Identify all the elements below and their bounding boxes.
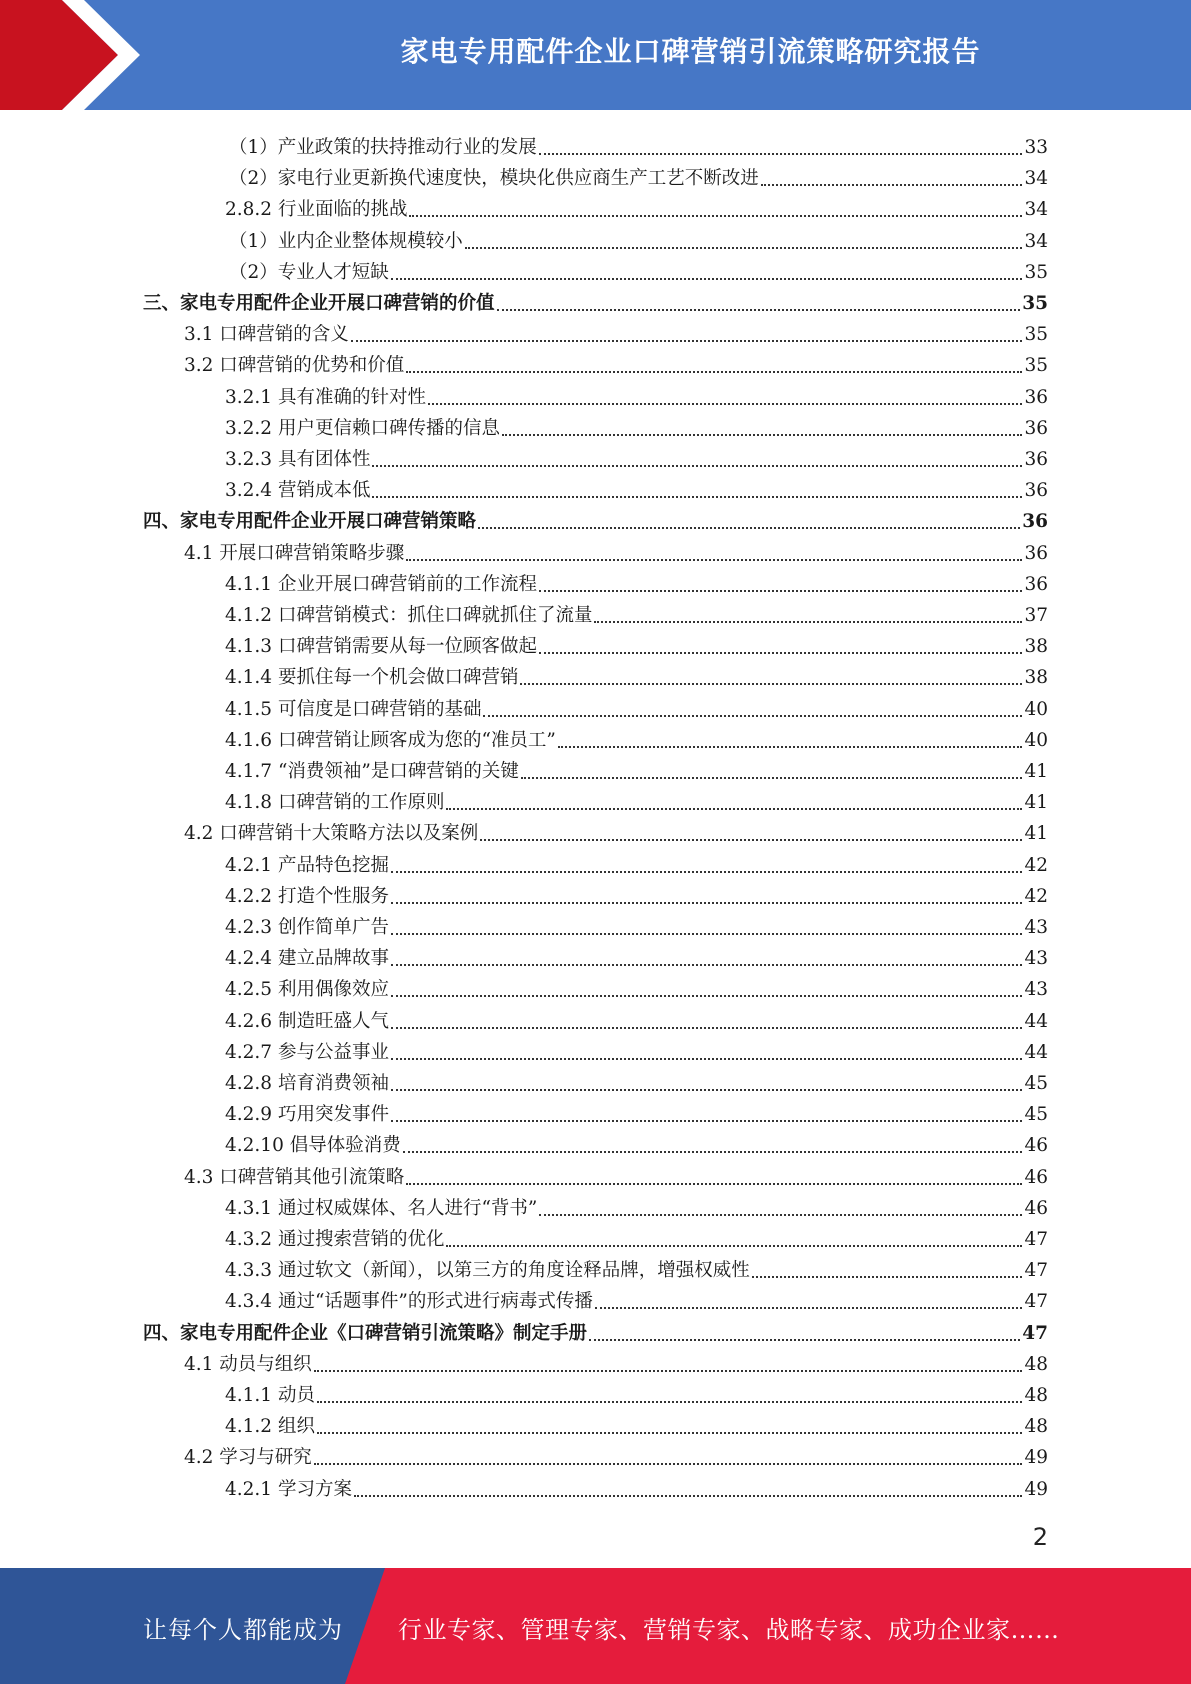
toc-entry[interactable]	[225, 1095, 1048, 1126]
toc-entry[interactable]	[225, 1220, 1048, 1251]
toc-entry-page: 47	[1022, 1322, 1048, 1344]
toc-entry-label: 4.1.1 动员	[225, 1385, 315, 1406]
toc-entry-label: 4.3.2 通过搜索营销的优化	[225, 1229, 445, 1250]
toc-leader-dots	[539, 152, 1023, 155]
toc-entry[interactable]	[225, 378, 1048, 409]
toc-entry-page: 45	[1024, 1104, 1048, 1126]
toc-leader-dots	[406, 558, 1022, 561]
toc-leader-dots	[317, 1431, 1023, 1434]
toc-entry-label: 4.2.2 打造个性服务	[225, 885, 389, 907]
toc-entry-label: 4.1.4 要抓住每一个机会做口碑营销	[225, 667, 519, 689]
toc-entry-label: （2）家电行业更新换代速度快，模块化供应商生产工艺不断改进	[229, 168, 759, 190]
toc-entry-page: 45	[1024, 1073, 1048, 1094]
toc-entry[interactable]	[184, 1158, 1048, 1189]
toc-entry-page: 36	[1022, 511, 1048, 533]
toc-leader-dots	[465, 246, 1023, 249]
toc-leader-dots	[403, 1150, 1023, 1153]
toc-entry-label: 4.3.4 通过“话题事件”的形式进行病毒式传播	[225, 1291, 593, 1313]
toc-leader-dots	[406, 370, 1022, 373]
toc-leader-dots	[391, 870, 1022, 873]
toc-leader-dots	[446, 1244, 1022, 1247]
toc-entry-label: 4.2.9 巧用突发事件	[225, 1104, 389, 1126]
toc-entry-page: 43	[1024, 917, 1048, 938]
toc-entry-label: 4.2.6 制造旺盛人气	[225, 1010, 389, 1032]
toc-entry[interactable]	[225, 658, 1048, 689]
report-title: 家电专用配件企业口碑营销引流策略研究报告	[400, 35, 981, 68]
toc-entry[interactable]	[225, 1282, 1048, 1313]
toc-leader-dots	[351, 339, 1023, 342]
toc-entry-label: 4.3.3 通过软文（新闻），以第三方的角度诠释品牌，增强权威性	[225, 1260, 750, 1282]
toc-leader-dots	[539, 1213, 1022, 1216]
toc-leader-dots	[372, 464, 1022, 467]
toc-entry-page: 46	[1024, 1166, 1048, 1188]
toc-entry-page: 48	[1024, 1353, 1048, 1375]
toc-entry[interactable]	[143, 502, 1048, 533]
toc-entry[interactable]	[225, 1407, 1048, 1438]
toc-entry-label: （2）专业人才短缺	[229, 261, 389, 283]
toc-leader-dots	[483, 714, 1022, 717]
toc-entry-label: 4.2.3 创作简单广告	[225, 917, 389, 938]
toc-entry-page: 37	[1024, 605, 1048, 626]
toc-leader-dots	[391, 1057, 1022, 1060]
toc-entry-page: 46	[1024, 1135, 1048, 1157]
toc-entry-label: 4.2.1 产品特色挖掘	[225, 854, 389, 876]
toc-leader-dots	[391, 932, 1022, 935]
toc-entry-page: 34	[1024, 168, 1048, 190]
toc-leader-dots	[372, 495, 1022, 498]
toc-leader-dots	[391, 994, 1022, 997]
toc-entry-page: 36	[1024, 417, 1048, 439]
toc-entry[interactable]	[229, 128, 1048, 159]
toc-leader-dots	[478, 526, 1020, 529]
toc-entry-page: 49	[1024, 1447, 1048, 1469]
toc-leader-dots	[406, 1182, 1022, 1185]
toc-entry-label: 4.2.10 倡导体验消费	[225, 1135, 401, 1157]
toc-leader-dots	[391, 277, 1023, 280]
toc-entry[interactable]	[225, 752, 1048, 783]
toc-entry-label: 4.3.1 通过权威媒体、名人进行“背书”	[225, 1197, 538, 1219]
toc-entry-page: 48	[1024, 1385, 1048, 1406]
toc-entry[interactable]	[225, 565, 1048, 596]
toc-leader-dots	[314, 1462, 1023, 1465]
toc-entry-page: 48	[1024, 1416, 1048, 1438]
toc-entry[interactable]	[225, 190, 1048, 221]
toc-entry-page: 34	[1024, 199, 1048, 221]
toc-entry-page: 36	[1024, 573, 1048, 595]
toc-entry[interactable]	[225, 1126, 1048, 1157]
footer-slogan-right: 行业专家、管理专家、营销专家、战略专家、成功企业家……	[398, 1616, 1060, 1644]
header-arrow-icon	[0, 0, 150, 110]
toc-entry-label: 4.1.7 “消费领袖”是口碑营销的关键	[225, 761, 519, 782]
toc-entry-label: 4.2.5 利用偶像效应	[225, 979, 389, 1001]
toc-entry-label: 3.2.1 具有准确的针对性	[225, 386, 426, 408]
toc-entry-label: 4.1 动员与组织	[184, 1353, 312, 1375]
toc-entry-label: 3.2.4 营销成本低	[225, 480, 371, 502]
toc-entry-page: 41	[1024, 823, 1048, 845]
toc-entry-page: 44	[1024, 1010, 1048, 1032]
toc-entry-label: 4.1.8 口碑营销的工作原则	[225, 792, 445, 814]
toc-entry-page: 42	[1024, 854, 1048, 876]
toc-entry-page: 36	[1024, 449, 1048, 470]
toc-entry-page: 47	[1024, 1260, 1048, 1282]
toc-entry[interactable]	[184, 1438, 1048, 1469]
toc-entry-label: （1）业内企业整体规模较小	[229, 230, 463, 252]
toc-entry[interactable]	[184, 346, 1048, 377]
toc-entry-page: 36	[1024, 542, 1048, 564]
toc-entry[interactable]	[225, 908, 1048, 939]
toc-entry-page: 33	[1024, 137, 1048, 158]
footer-slogan-left: 让每个人都能成为	[143, 1616, 343, 1644]
toc-entry-page: 43	[1024, 948, 1048, 970]
toc-entry-page: 40	[1024, 729, 1048, 751]
toc-entry[interactable]	[225, 471, 1048, 502]
toc-leader-dots	[594, 620, 1022, 623]
toc-entry-page: 46	[1024, 1197, 1048, 1219]
toc-leader-dots	[520, 682, 1022, 685]
toc-entry-page: 44	[1024, 1041, 1048, 1063]
toc-leader-dots	[317, 1400, 1023, 1403]
toc-entry-page: 49	[1024, 1478, 1048, 1500]
toc-leader-dots	[391, 1026, 1022, 1029]
toc-entry-page: 40	[1024, 698, 1048, 720]
toc-entry-label: 4.1.1 企业开展口碑营销前的工作流程	[225, 573, 537, 595]
toc-entry-page: 35	[1024, 355, 1048, 377]
toc-entry-label: 3.2.3 具有团体性	[225, 449, 371, 470]
toc-entry[interactable]	[225, 1033, 1048, 1064]
toc-entry-page: 36	[1024, 480, 1048, 502]
toc-entry[interactable]	[229, 222, 1048, 253]
toc-entry-label: 四、家电专用配件企业开展口碑营销策略	[143, 511, 477, 533]
toc-entry[interactable]	[225, 627, 1048, 658]
toc-leader-dots	[539, 589, 1022, 592]
toc-entry[interactable]	[225, 970, 1048, 1001]
toc-entry-label: 4.3 口碑营销其他引流策略	[184, 1166, 405, 1188]
toc-entry-page: 41	[1024, 792, 1048, 814]
toc-entry-label: 四、家电专用配件企业《口碑营销引流策略》制定手册	[143, 1322, 588, 1344]
toc-entry-page: 38	[1024, 667, 1048, 689]
toc-leader-dots	[480, 838, 1022, 841]
toc-entry-label: 4.1 开展口碑营销策略步骤	[184, 542, 405, 564]
toc-leader-dots	[391, 901, 1022, 904]
toc-entry-label: 4.2 口碑营销十大策略方法以及案例	[184, 823, 479, 845]
toc-entry-label: 4.1.5 可信度是口碑营销的基础	[225, 698, 482, 720]
toc-leader-dots	[391, 1119, 1022, 1122]
toc-leader-dots	[391, 1088, 1022, 1091]
toc-entry[interactable]	[225, 783, 1048, 814]
toc-leader-dots	[354, 1494, 1023, 1497]
toc-entry[interactable]	[225, 409, 1048, 440]
toc-entry[interactable]	[143, 1314, 1048, 1345]
toc-leader-dots	[446, 807, 1022, 810]
toc-entry-page: 34	[1024, 230, 1048, 252]
toc-entry[interactable]	[225, 440, 1048, 471]
toc-entry-page: 36	[1024, 386, 1048, 408]
toc-entry[interactable]	[143, 284, 1048, 315]
toc-leader-dots	[428, 402, 1022, 405]
toc-entry-label: 4.1.2 口碑营销模式：抓住口碑就抓住了流量	[225, 605, 593, 626]
toc-leader-dots	[497, 308, 1021, 311]
toc-entry[interactable]	[225, 1002, 1048, 1033]
toc-leader-dots	[314, 1369, 1023, 1372]
toc-entry-page: 47	[1024, 1291, 1048, 1313]
toc-entry-label: 4.2.4 建立品牌故事	[225, 948, 389, 970]
page-header	[0, 0, 1191, 110]
toc-entry-label: 4.1.6 口碑营销让顾客成为您的“准员工”	[225, 729, 556, 751]
toc-leader-dots	[558, 745, 1023, 748]
toc-entry[interactable]	[184, 534, 1048, 565]
toc-entry[interactable]	[225, 1189, 1048, 1220]
toc-entry[interactable]	[225, 690, 1048, 721]
toc-leader-dots	[539, 651, 1022, 654]
toc-leader-dots	[409, 214, 1022, 217]
toc-entry[interactable]	[184, 315, 1048, 346]
toc-entry[interactable]	[225, 1376, 1048, 1407]
toc-entry[interactable]	[225, 877, 1048, 908]
toc-entry-label: 3.2 口碑营销的优势和价值	[184, 355, 405, 377]
toc-entry-label: 4.2.8 培育消费领袖	[225, 1073, 389, 1094]
toc-entry[interactable]	[225, 939, 1048, 970]
toc-entry-label: 4.2 学习与研究	[184, 1447, 312, 1469]
toc-entry[interactable]	[229, 159, 1048, 190]
toc-entry-page: 35	[1024, 324, 1048, 346]
page-footer	[0, 1568, 1191, 1684]
toc-entry-page: 47	[1024, 1229, 1048, 1250]
toc-leader-dots	[752, 1275, 1023, 1278]
toc-entry-label: 3.1 口碑营销的含义	[184, 324, 349, 346]
toc-entry-label: 4.1.3 口碑营销需要从每一位顾客做起	[225, 636, 537, 658]
toc-leader-dots	[521, 776, 1023, 779]
toc-entry-label: 三、家电专用配件企业开展口碑营销的价值	[143, 293, 495, 314]
toc-leader-dots	[761, 183, 1023, 186]
toc-entry-page: 43	[1024, 979, 1048, 1001]
toc-entry-label: 2.8.2 行业面临的挑战	[225, 199, 408, 221]
toc-entry[interactable]	[225, 1251, 1048, 1282]
toc-entry-label: 4.2.1 学习方案	[225, 1478, 352, 1500]
toc-entry-label: 3.2.2 用户更信赖口碑传播的信息	[225, 417, 500, 439]
toc-entry[interactable]	[225, 1064, 1048, 1095]
toc-leader-dots	[502, 433, 1022, 436]
toc-entry[interactable]	[225, 721, 1048, 752]
toc-entry-page: 35	[1024, 261, 1048, 283]
toc-leader-dots	[391, 963, 1022, 966]
toc-entry-page: 35	[1022, 293, 1048, 314]
toc-entry-label: 4.1.2 组织	[225, 1416, 315, 1438]
toc-entry-label: （1）产业政策的扶持推动行业的发展	[229, 137, 537, 158]
toc-entry[interactable]	[225, 596, 1048, 627]
toc-entry[interactable]	[184, 1345, 1048, 1376]
toc-leader-dots	[589, 1338, 1020, 1341]
toc-leader-dots	[595, 1306, 1023, 1309]
toc-entry[interactable]	[229, 253, 1048, 284]
toc-entry-page: 38	[1024, 636, 1048, 658]
toc-entry[interactable]	[184, 814, 1048, 845]
toc-entry[interactable]	[225, 846, 1048, 877]
toc-entry[interactable]	[225, 1470, 1048, 1501]
toc-entry-label: 4.2.7 参与公益事业	[225, 1041, 389, 1063]
toc-entry-page: 42	[1024, 885, 1048, 907]
toc-entry-page: 41	[1024, 761, 1048, 782]
page-number: 2	[1032, 1523, 1048, 1551]
